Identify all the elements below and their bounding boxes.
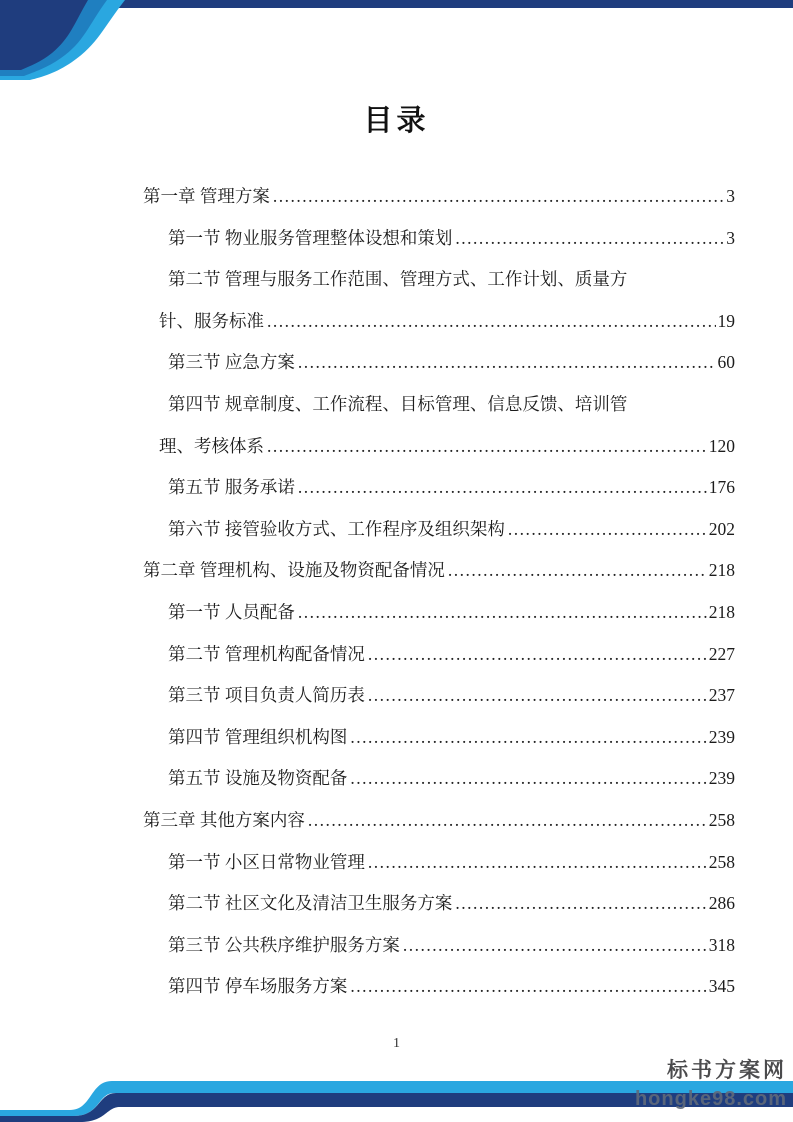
toc-entry-label: 第四节 停车场服务方案 <box>168 976 348 997</box>
toc-entry <box>143 342 735 384</box>
toc-entry-page-number: 19 <box>717 310 735 331</box>
toc-entry-label: 第二章 管理机构、设施及物资配备情况 <box>143 560 445 581</box>
toc-entry-page-number: 3 <box>726 227 735 248</box>
toc-entry-label: 第六节 接管验收方式、工作程序及组织架构 <box>168 518 505 539</box>
toc-leader-dots <box>350 717 706 759</box>
toc-entry-label: 第三节 项目负责人简历表 <box>168 685 365 706</box>
toc-entry-label: 第一节 物业服务管理整体设想和策划 <box>168 227 453 248</box>
toc-entry <box>143 883 735 925</box>
toc-leader-dots <box>455 883 706 925</box>
toc-entry-label: 第二节 管理机构配备情况 <box>168 643 365 664</box>
toc-entry-page-number: 120 <box>708 435 735 456</box>
toc-entry-page-number: 176 <box>708 477 735 498</box>
toc-entry <box>143 301 735 343</box>
toc-entry <box>143 925 735 967</box>
toc-entry-label: 第三节 公共秩序维护服务方案 <box>168 934 400 955</box>
page-title: 目录 <box>363 105 430 137</box>
toc-entry-page-number: 286 <box>708 893 735 914</box>
toc-leader-dots <box>298 592 707 634</box>
toc-entry <box>143 675 735 717</box>
toc-leader-dots <box>267 301 716 343</box>
toc-leader-dots <box>455 218 724 260</box>
toc-leader-dots <box>298 467 707 509</box>
toc-entry-page-number: 218 <box>708 560 735 581</box>
toc-entry <box>143 509 735 551</box>
toc-leader-dots <box>403 925 707 967</box>
toc-leader-dots <box>308 800 707 842</box>
toc-leader-dots <box>368 842 707 884</box>
header-wave-decoration <box>0 0 793 80</box>
toc-entry <box>143 717 735 759</box>
toc-leader-dots <box>508 509 707 551</box>
toc-entry-label: 第四节 管理组织机构图 <box>168 726 348 747</box>
toc-leader-dots <box>273 176 724 218</box>
toc-leader-dots <box>350 966 706 1008</box>
toc-leader-dots <box>368 634 707 676</box>
toc-entry-page-number: 227 <box>708 643 735 664</box>
toc-entry-label: 第一节 小区日常物业管理 <box>168 851 365 872</box>
toc-leader-dots <box>350 758 706 800</box>
toc-entry-label: 第二节 管理与服务工作范围、管理方式、工作计划、质量方 <box>168 269 628 290</box>
watermark <box>635 1060 787 1110</box>
toc-entry-page-number: 237 <box>708 685 735 706</box>
toc-entry-page-number: 258 <box>708 809 735 830</box>
toc-entry <box>143 259 735 301</box>
page-number: 1 <box>393 1036 400 1051</box>
toc-entry-label: 第一章 管理方案 <box>143 186 270 206</box>
toc-entry <box>143 467 735 509</box>
toc-entry-label: 针、服务标准 <box>159 310 264 331</box>
toc-entry-label: 第三节 应急方案 <box>168 352 295 373</box>
toc-entry-page-number: 239 <box>708 768 735 789</box>
toc-entry <box>143 592 735 634</box>
toc-entry-page-number: 60 <box>717 352 735 373</box>
toc-entry <box>143 426 735 468</box>
toc-entry <box>143 966 735 1008</box>
toc-entry <box>143 842 735 884</box>
toc-entry-label: 第三章 其他方案内容 <box>143 809 305 830</box>
toc-entry-page-number: 258 <box>708 851 735 872</box>
toc-entry <box>143 550 735 592</box>
toc-entry-label: 理、考核体系 <box>159 435 264 456</box>
toc-entry-page-number: 345 <box>708 976 735 997</box>
toc-entry <box>143 758 735 800</box>
watermark-site-url: hongke98.com <box>634 1088 787 1110</box>
toc-entry-page-number: 218 <box>708 601 735 622</box>
toc-entry-label: 第四节 规章制度、工作流程、目标管理、信息反馈、培训管 <box>168 393 628 414</box>
toc-entry-label: 第五节 服务承诺 <box>168 477 295 498</box>
toc-leader-dots <box>267 426 707 468</box>
toc-entry-page-number: 318 <box>708 934 735 955</box>
toc-entry <box>143 634 735 676</box>
toc-list <box>143 176 735 1008</box>
toc-leader-dots <box>368 675 707 717</box>
watermark-site-name: 标书方案网 <box>667 1059 787 1082</box>
toc-entry <box>143 218 735 260</box>
toc-entry <box>143 384 735 426</box>
toc-entry-label: 第一节 人员配备 <box>168 601 295 622</box>
toc-leader-dots <box>298 342 716 384</box>
toc-entry <box>143 800 735 842</box>
toc-entry-label: 第二节 社区文化及清洁卫生服务方案 <box>168 893 453 914</box>
toc-entry <box>143 176 735 218</box>
toc-entry-page-number: 3 <box>726 186 735 206</box>
toc-entry-page-number: 202 <box>708 518 735 539</box>
toc-entry-label: 第五节 设施及物资配备 <box>168 768 348 789</box>
toc-leader-dots <box>448 550 707 592</box>
toc-entry-page-number: 239 <box>708 726 735 747</box>
